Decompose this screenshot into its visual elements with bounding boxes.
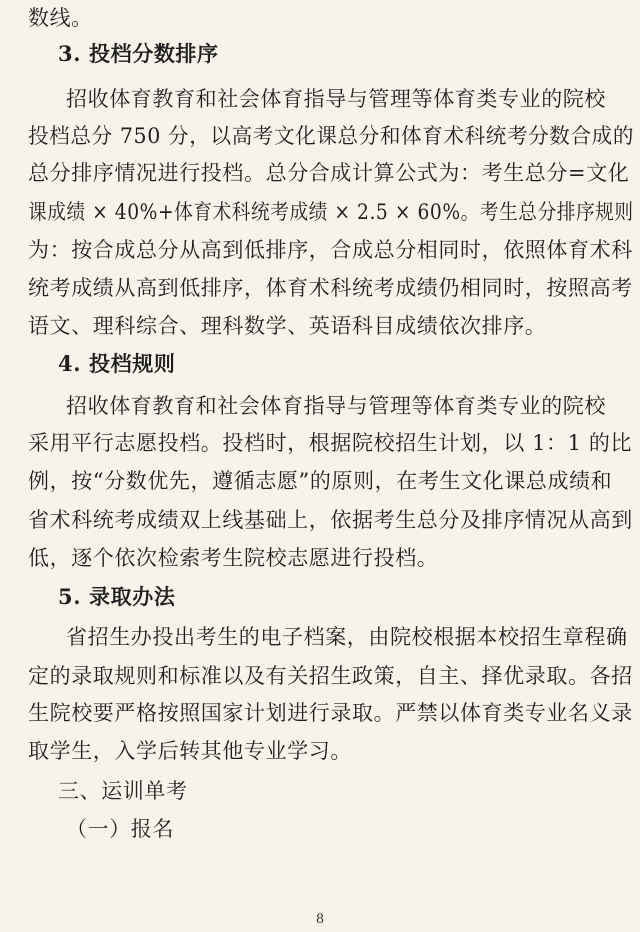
text-line: 总分排序情况进行投档。总分合成计算公式为：考生总分=文化 [28, 161, 630, 185]
text-line: 投档总分 750 分，以高考文化课总分和体育术科统考分数合成的 [28, 124, 635, 148]
section-title: 三、运训单考 [58, 779, 188, 803]
text-line: 省术科统考成绩双上线基础上，依据考生总分及排序情况从高到 [28, 508, 633, 532]
text-line: 低，逐个依次检索考生院校志愿进行投档。 [28, 546, 439, 570]
text-line: 定的录取规则和标准以及有关招生政策，自主、择优录取。各招 [28, 664, 633, 688]
subsection-title: （一）报名 [66, 817, 174, 841]
text-line: 为：按合成总分从高到低排序，合成总分相同时，依照体育术科 [28, 238, 633, 262]
text-line: 采用平行志愿投档。投档时，根据院校招生计划，以 1：1 的比 [28, 431, 633, 455]
heading-3: 3. 投档分数排序 [58, 41, 219, 66]
page-number: 8 [315, 912, 325, 927]
text-line: 招收体育教育和社会体育指导与管理等体育类专业的院校 [66, 87, 606, 111]
heading-5: 5. 录取办法 [58, 584, 176, 609]
heading-4: 4. 投档规则 [58, 351, 176, 376]
text-line: 招收体育教育和社会体育指导与管理等体育类专业的院校 [66, 394, 606, 418]
text-line: 数线。 [28, 6, 93, 30]
text-line: 语文、理科综合、理科数学、英语科目成绩依次排序。 [28, 314, 547, 338]
text-line: 课成绩 × 40%+体育术科统考成绩 × 2.5 × 60%。考生总分排序规则 [28, 200, 634, 224]
text-line: 省招生办投出考生的电子档案，由院校根据本校招生章程确 [66, 625, 628, 649]
text-line: 例，按“分数优先，遵循志愿”的原则，在考生文化课总成绩和 [28, 469, 613, 493]
text-line: 统考成绩从高到低排序，体育术科统考成绩仍相同时，按照高考 [28, 276, 633, 300]
text-line: 生院校要严格按照国家计划进行录取。严禁以体育类专业名义录 [28, 701, 633, 725]
text-line: 取学生，入学后转其他专业学习。 [28, 739, 352, 763]
